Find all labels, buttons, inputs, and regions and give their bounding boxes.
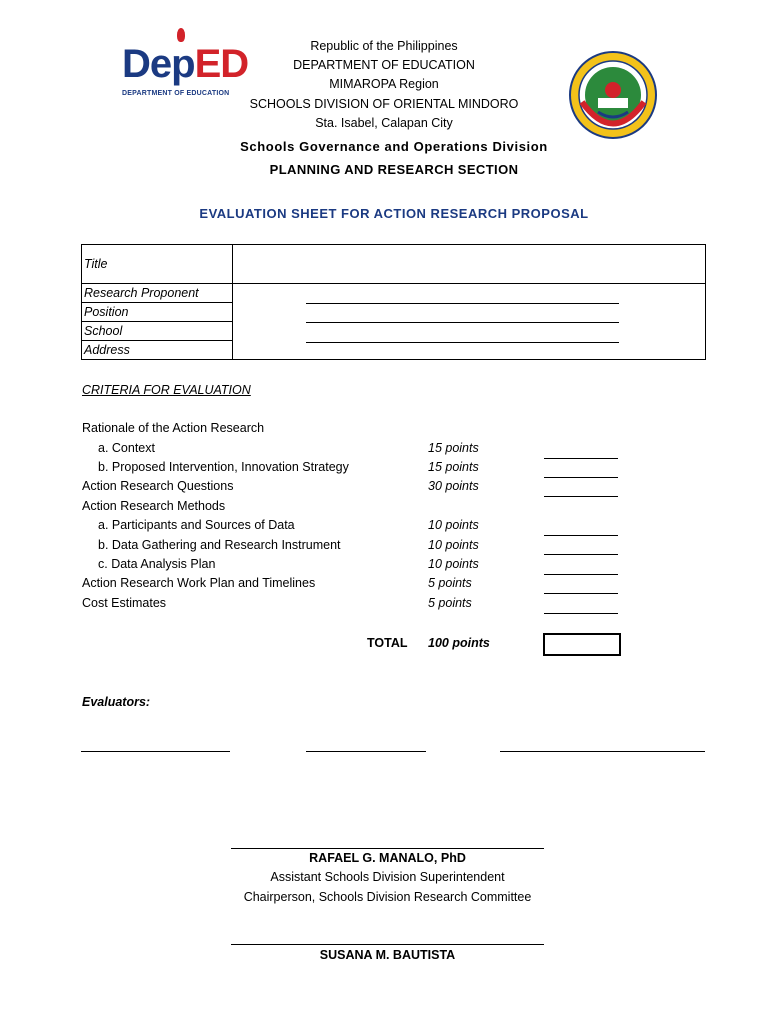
signatory1-role: Chairperson, Schools Division Research Committee [243, 890, 532, 904]
score-line[interactable] [544, 458, 618, 459]
title-value-cell[interactable] [233, 245, 706, 284]
position-label: Position [82, 303, 233, 322]
criteria-points: 10 points [428, 557, 479, 571]
address-label: Address [82, 341, 233, 360]
school-line[interactable] [306, 342, 619, 343]
criteria-label: b. Data Gathering and Research Instrument [98, 538, 341, 552]
total-score-box[interactable] [543, 633, 621, 656]
score-line[interactable] [544, 554, 618, 555]
criteria-points: 5 points [428, 596, 472, 610]
proponent-label: Research Proponent [82, 284, 233, 303]
signatory2-name: SUSANA M. BAUTISTA [319, 948, 456, 962]
evaluator-signature-line[interactable] [306, 751, 426, 752]
criteria-points: 15 points [428, 441, 479, 455]
signatory1-title: Assistant Schools Division Superintendent [270, 870, 505, 884]
total-points: 100 points [428, 636, 490, 650]
criteria-points: 5 points [428, 576, 472, 590]
signatory-line[interactable] [231, 848, 544, 849]
evaluator-signature-line[interactable] [81, 751, 230, 752]
deped-logo [122, 44, 252, 114]
header-address: Sta. Isabel, Calapan City [315, 116, 453, 130]
criteria-points: 10 points [428, 538, 479, 552]
deped-logo-text: Dep ED [122, 44, 252, 84]
criteria-points: 15 points [428, 460, 479, 474]
title-label: Title [82, 245, 233, 284]
criteria-label: Action Research Methods [82, 499, 226, 513]
deped-logo-subtext: DEPARTMENT OF EDUCATION [122, 90, 230, 97]
criteria-label: Action Research Questions [82, 479, 234, 493]
criteria-points: 10 points [428, 518, 479, 532]
score-line[interactable] [544, 496, 618, 497]
header-schools-division: SCHOOLS DIVISION OF ORIENTAL MINDORO [249, 97, 519, 111]
header-republic: Republic of the Philippines [310, 39, 458, 53]
criteria-heading: CRITERIA FOR EVALUATION [82, 383, 251, 397]
school-label: School [82, 322, 233, 341]
section-name: PLANNING AND RESEARCH SECTION [269, 162, 519, 177]
document-title: EVALUATION SHEET FOR ACTION RESEARCH PROPOSAL [199, 206, 589, 221]
evaluators-label: Evaluators: [82, 695, 151, 709]
score-line[interactable] [544, 477, 618, 478]
header-region: MIMAROPA Region [329, 77, 439, 91]
criteria-label: Action Research Work Plan and Timelines [82, 576, 316, 590]
criteria-label: a. Participants and Sources of Data [98, 518, 295, 532]
position-line[interactable] [306, 322, 619, 323]
criteria-label: b. Proposed Intervention, Innovation Strategy [98, 460, 349, 474]
criteria-points: 30 points [428, 479, 479, 493]
division-seal [568, 50, 658, 140]
evaluator-signature-line[interactable] [500, 751, 705, 752]
score-line[interactable] [544, 535, 618, 536]
header-department: DEPARTMENT OF EDUCATION [293, 58, 475, 72]
signatory-line[interactable] [231, 944, 544, 945]
criteria-label: a. Context [98, 441, 155, 455]
total-label: TOTAL [367, 636, 408, 650]
score-line[interactable] [544, 593, 618, 594]
signatory1-name: RAFAEL G. MANALO, PhD [309, 851, 466, 865]
score-line[interactable] [544, 613, 618, 614]
score-line[interactable] [544, 574, 618, 575]
torch-icon [177, 28, 185, 42]
criteria-label: c. Data Analysis Plan [98, 557, 216, 571]
division-name: Schools Governance and Operations Division [240, 139, 548, 154]
proponent-line[interactable] [306, 303, 619, 304]
criteria-label: Cost Estimates [82, 596, 167, 610]
criteria-label: Rationale of the Action Research [82, 421, 265, 435]
